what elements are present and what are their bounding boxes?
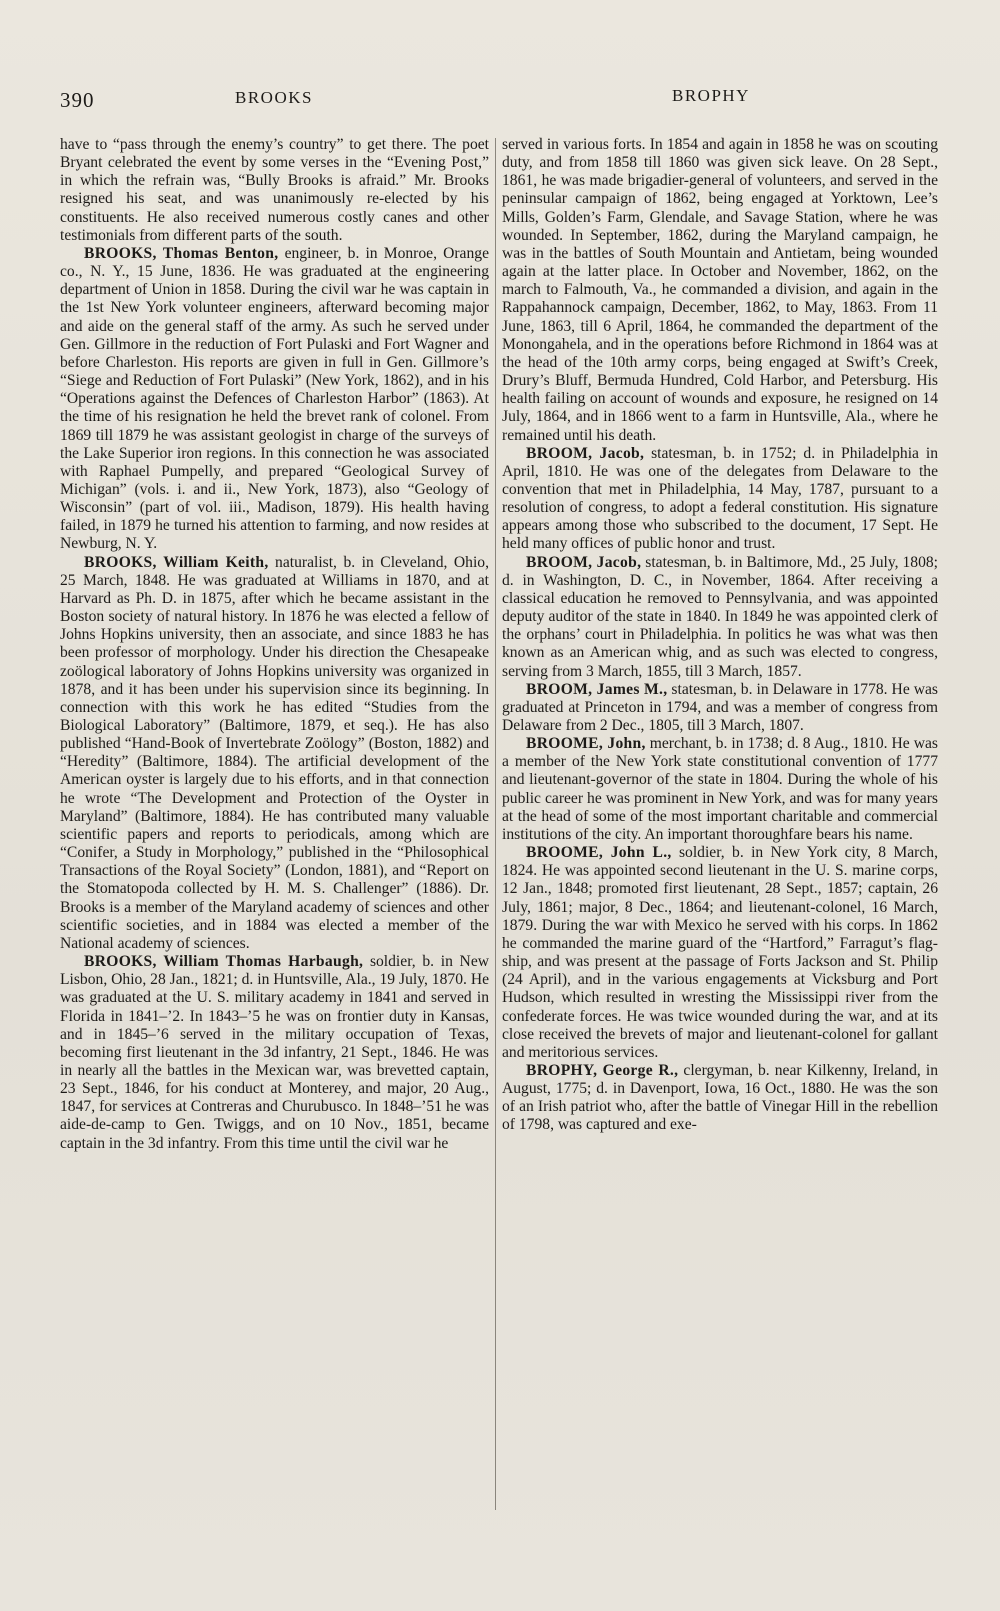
entry-headword: BROOME, John, <box>526 735 646 753</box>
entry-continuation <box>60 136 489 245</box>
entry-brooks-william-keith <box>60 554 489 953</box>
entry-continuation <box>502 136 938 445</box>
entry-brooks-william-thomas-harbaugh <box>60 953 489 1153</box>
column-divider <box>495 138 496 1510</box>
entry-broom-jacob-1752 <box>502 445 938 554</box>
entry-headword: BROPHY, George R., <box>526 1061 679 1079</box>
entry-broom-jacob-1808 <box>502 554 938 681</box>
right-column <box>502 136 938 1516</box>
entry-text: soldier, b. in New York city, 8 March, 1824. He was appointed second lieutenant in the U. S. marine corps, 12 Jan., 1848; promoted first lieutenant, 28 Sept., 1857; captain, 26 July, 1861; major, 8 Dec., 1864; and lieutenant-colonel, 16 March, 1879. During the war with Mexico he served with his corps. In 1862 he commanded the marine guard of the “Hartford,” Farragut’s flag-ship, and was present at the passage of Forts Jackson and St. Philip (24 April), and in the various engagements at Vicksburg and Port Hudson, which resulted in wresting the Mississippi river from the confederate forces. He was twice wounded during the war, and at its close received the brevets of major and lieutenant-colonel for gallant and meritorious services. <box>502 844 938 1061</box>
right-running-head: BROPHY <box>672 86 750 105</box>
entry-headword: BROOKS, Thomas Benton, <box>84 244 279 262</box>
entry-headword: BROOME, John L., <box>526 844 672 862</box>
entry-broom-james <box>502 681 938 735</box>
entry-brooks-thomas-benton <box>60 245 489 554</box>
running-header <box>60 88 760 118</box>
entry-broome-john <box>502 735 938 844</box>
entry-text: soldier, b. in New Lisbon, Ohio, 28 Jan., 1821; d. in Huntsville, Ala., 19 July, 1870. He was graduated at the U. S. military academy in 1841 and served in Florida in 1841–’2. In 1843–’5 he was on frontier duty in Kansas, and in 1845–’6 served in the military occupation of Texas, becoming first lieutenant in the 3d infantry, 21 Sept., 1846. He was in nearly all the battles in the Mexican war, was brevetted captain, 23 Sept., 1846, for his conduct at Monterey, and major, 20 Aug., 1847, for services at Contreras and Churubusco. In 1848–’51 he was aide-de-camp to Gen. Twiggs, and on 10 Nov., 1851, became captain in the 3d infantry. From this time until the civil war he <box>60 953 489 1152</box>
entry-headword: BROOM, James M., <box>526 680 668 698</box>
entry-text: have to “pass through the enemy’s country” to get there. The poet Bryant celebrated the event by some verses in the “Evening Post,” in which the refrain was, “Bully Brooks is afraid.” Mr. Brooks resigned his seat, and was unanimously re-elected by his constituents. He also received numerous costly canes and other testimonials from different parts of the south. <box>60 136 489 244</box>
entry-text: merchant, b. in 1738; d. 8 Aug., 1810. He was a member of the New York state constitutional convention of 1777 and lieutenant-governor of the state in 1804. During the whole of his public career he was prominent in New York, and was for many years at the head of some of the most important charitable and commercial institutions of the city. An important thoroughfare bears his name. <box>502 735 938 843</box>
entry-text: statesman, b. in Baltimore, Md., 25 July, 1808; d. in Washington, D. C., in November, 1864. After receiving a classical education he removed to Pennsylvania, and was appointed deputy auditor of the state in 1840. In 1849 he was appointed clerk of the orphans’ court in Philadelphia. In politics he was what was then known as an American whig, and as such was elected to congress, serving from 3 March, 1855, till 3 March, 1857. <box>502 553 938 680</box>
entry-broome-john-l <box>502 844 938 1062</box>
entry-headword: BROOM, Jacob, <box>526 553 642 571</box>
entry-text: clergyman, b. near Kilkenny, Ireland, in August, 1775; d. in Davenport, Iowa, 16 Oct., 1880. He was the son of an Irish patriot who, after the battle of Vinegar Hill in the rebellion of 1798, was captured and exe- <box>502 1061 938 1134</box>
entry-text: naturalist, b. in Cleveland, Ohio, 25 March, 1848. He was graduated at Williams in 1870, and at Harvard as Ph. D. in 1875, after which he became assistant in the Boston society of natural history. In 1876 he was elected a fellow of Johns Hopkins university, then an associate, and since 1883 he has been professor of morphology. Under his direction the Chesapeake zoölogical laboratory of Johns Hopkins university was organized in 1878, and it has been under his supervision since its beginning. In connection with this work he has edited “Studies from the Biological Laboratory” (Baltimore, 1879, et seq.). He has also published “Hand-Book of Invertebrate Zoölogy” (Boston, 1882) and “Heredity” (Baltimore, 1884). The artificial development of the American oyster is largely due to his efforts, and in that connection he wrote “The Development and Protection of the Oyster in Maryland” (Baltimore, 1884). He has contributed many valuable scientific papers and reports to periodicals, among which are “Conifer, a Study in Morphology,” published in the “Philosophical Transactions of the Royal Society” (London, 1881), and “Report on the Stomatopoda collected by H. M. S. Challenger” (1886). Dr. Brooks is a member of the Maryland academy of sciences and other scientific societies, and in 1884 was elected a member of the National academy of sciences. <box>60 553 489 952</box>
entry-text: engineer, b. in Monroe, Orange co., N. Y., 15 June, 1836. He was graduated at the engineering department of Union in 1858. During the civil war he was captain in the 1st New York volunteer engineers, afterward becoming major and aide on the general staff of the army. As such he served under Gen. Gillmore in the reduction of Fort Pulaski and Fort Wagner and before Charleston. His reports are given in full in Gen. Gillmore’s “Siege and Reduction of Fort Pulaski” (New York, 1862), and in his “Operations against the Defences of Charleston Harbor” (1863). At the time of his resignation he held the brevet rank of colonel. From 1869 till 1879 he was assistant geologist in charge of the surveys of the Lake Superior iron regions. In this connection he was associated with Raphael Pumpelly, and prepared “Geological Survey of Michigan” (vols. i. and ii., New York, 1873), also “Geology of Wisconsin” (part of vol. iii., Madison, 1879). His health having failed, in 1879 he turned his attention to farming, and now resides at Newburg, N. Y. <box>60 244 489 553</box>
left-column <box>60 136 489 1516</box>
entry-headword: BROOKS, William Thomas Harbaugh, <box>84 953 364 971</box>
entry-text: statesman, b. in Delaware in 1778. He was graduated at Princeton in 1794, and was a member of congress from Delaware from 2 Dec., 1805, till 3 March, 1807. <box>502 680 938 734</box>
entry-text: served in various forts. In 1854 and again in 1858 he was on scouting duty, and from 1858 till 1860 was given sick leave. On 28 Sept., 1861, he was made brigadier-general of volunteers, and served in the peninsular campaign of 1862, being engaged at Yorktown, Lee’s Mills, Golden’s Farm, Glendale, and Savage Station, where he was wounded. In September, 1862, during the Maryland campaign, he was in the battles of South Mountain and Antietam, being wounded again at the latter place. In October and November, 1862, on the march to Falmouth, Va., he commanded a division, and again in the Rappahannock campaign, December, 1862, to May, 1863. From 11 June, 1863, till 6 April, 1864, he commanded the department of the Monongahela, and in the operations before Richmond in 1864 was at the head of the 10th army corps, being engaged at Swift’s Creek, Drury’s Bluff, Bermuda Hundred, Cold Harbor, and Petersburg. His health failing on account of wounds and exposure, he resigned on 14 July, 1864, and in 1866 went to a farm in Huntsville, Ala., where he remained until his death. <box>502 136 938 444</box>
entry-brophy-george <box>502 1062 938 1135</box>
entry-headword: BROOM, Jacob, <box>526 444 645 462</box>
page-number: 390 <box>60 88 95 112</box>
entry-headword: BROOKS, William Keith, <box>84 553 269 571</box>
left-running-head: BROOKS <box>235 88 313 107</box>
entry-text: statesman, b. in 1752; d. in Philadelphia in April, 1810. He was one of the delegates from Delaware to the convention that met in Philadelphia, 14 May, 1787, pursuant to a resolution of congress, to adopt a federal constitution. His signature appears among those who subscribed to the document, 17 Sept. He held many offices of public honor and trust. <box>502 444 938 553</box>
